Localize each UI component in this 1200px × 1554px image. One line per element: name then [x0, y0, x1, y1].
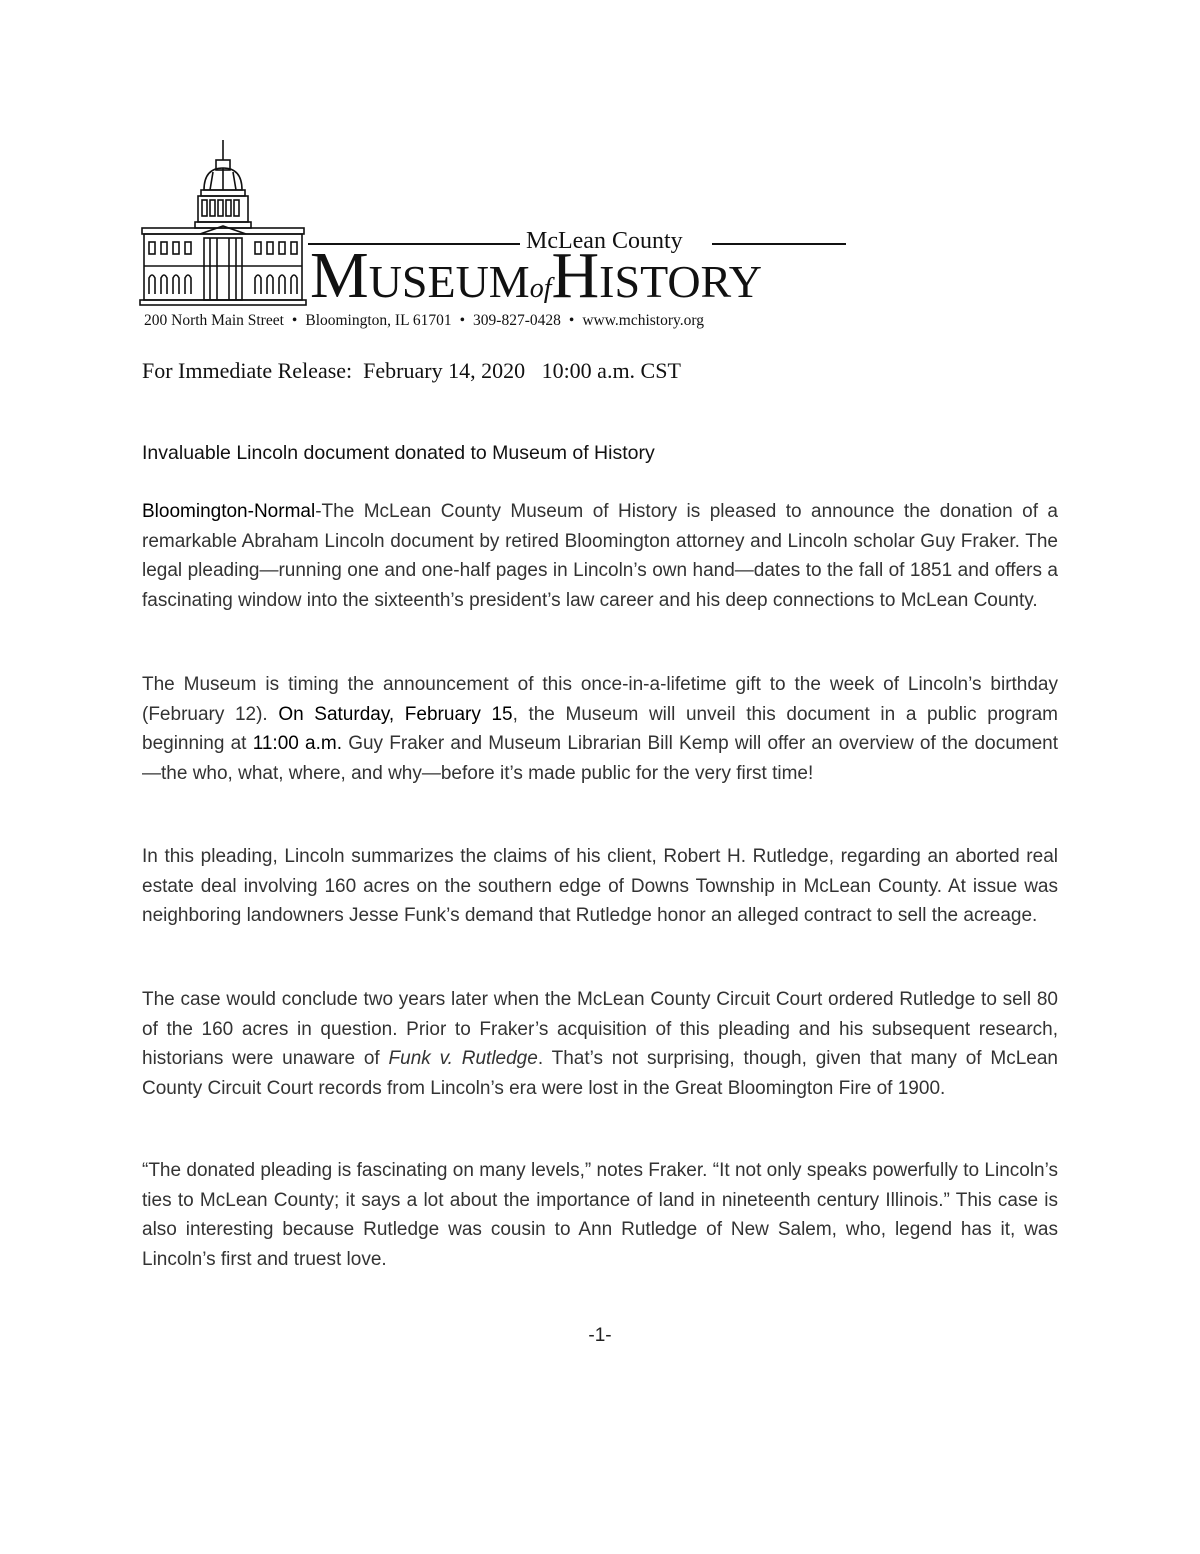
paragraph-2: The Museum is timing the announcement of this once-in-a-lifetime gift to the week of Lincoln’s birthday (February 12). On Saturday, February 15, the Museum will unveil this document in a public program beginning at 11:00 a.m. Guy Fraker and Museum Librarian Bill Kemp will offer an overview of the document—the who, what, where, and why—before it’s made public for the very first time!: [142, 674, 1058, 784]
event-time: 11:00 a.m.: [252, 733, 342, 754]
letterhead-address: 200 North Main Street • Bloomington, IL 61701 • 309-827-0428 • www.mchistory.org: [144, 312, 705, 329]
org-name-small: McLean County: [526, 228, 683, 254]
case-name: Funk v. Rutledge: [388, 1048, 538, 1069]
street-address: 200 North Main Street: [144, 312, 284, 329]
courthouse-logo-icon: [138, 138, 308, 308]
phone-number: 309-827-0428: [473, 312, 561, 329]
paragraph-5: “The donated pleading is fascinating on many levels,” notes Fraker. “It not only speaks powerfully to Lincoln’s ties to McLean County; it says a lot about the importance of land in nineteenth century Illinois.” This case is also interesting because Rutledge was cousin to Ann Rutledge of New Salem, who, legend has it, was Lincoln’s first and truest love.: [142, 1160, 1058, 1270]
letterhead: [138, 138, 853, 338]
event-date: On Saturday, February 15: [278, 703, 513, 725]
website: www.mchistory.org: [582, 312, 705, 329]
paragraph-4: The case would conclude two years later when the McLean County Circuit Court ordered Rutledge to sell 80 of the 160 acres in question. Prior to Fraker’s acquisition of this pleading and his subsequent research, historians were unaware of Funk v. Rutledge. That’s not surprising, though, given that many of McLean County Circuit Court records from Lincoln’s era were lost in the Great Bloomington Fire of 1900.: [142, 989, 1058, 1099]
dateline: Bloomington-Normal: [142, 501, 316, 522]
city-state-zip: Bloomington, IL 61701: [305, 312, 452, 329]
release-line: For Immediate Release: February 14, 2020 10:00 a.m. CST: [142, 358, 681, 383]
org-name-large: MUSEUMofHISTORY: [310, 239, 762, 312]
headline: Invaluable Lincoln document donated to Museum of History: [142, 442, 655, 464]
paragraph-1: Bloomington-Normal-The McLean County Museum of History is pleased to announce the donation of a remarkable Abraham Lincoln document by retired Bloomington attorney and Lincoln scholar Guy Fraker. The legal pleading—running one and one-half pages in Lincoln’s own hand—dates to the fall of 1851 and offers a fascinating window into the sixteenth’s president’s law career and his deep connections to McLean County.: [142, 501, 1058, 611]
page-number: -1-: [588, 1325, 612, 1346]
paragraph-3: In this pleading, Lincoln summarizes the claims of his client, Robert H. Rutledge, regarding an aborted real estate deal involving 160 acres on the southern edge of Downs Township in McLean County. At issue was neighboring landowners Jesse Funk’s demand that Rutledge honor an alleged contract to sell the acreage.: [142, 846, 1058, 926]
